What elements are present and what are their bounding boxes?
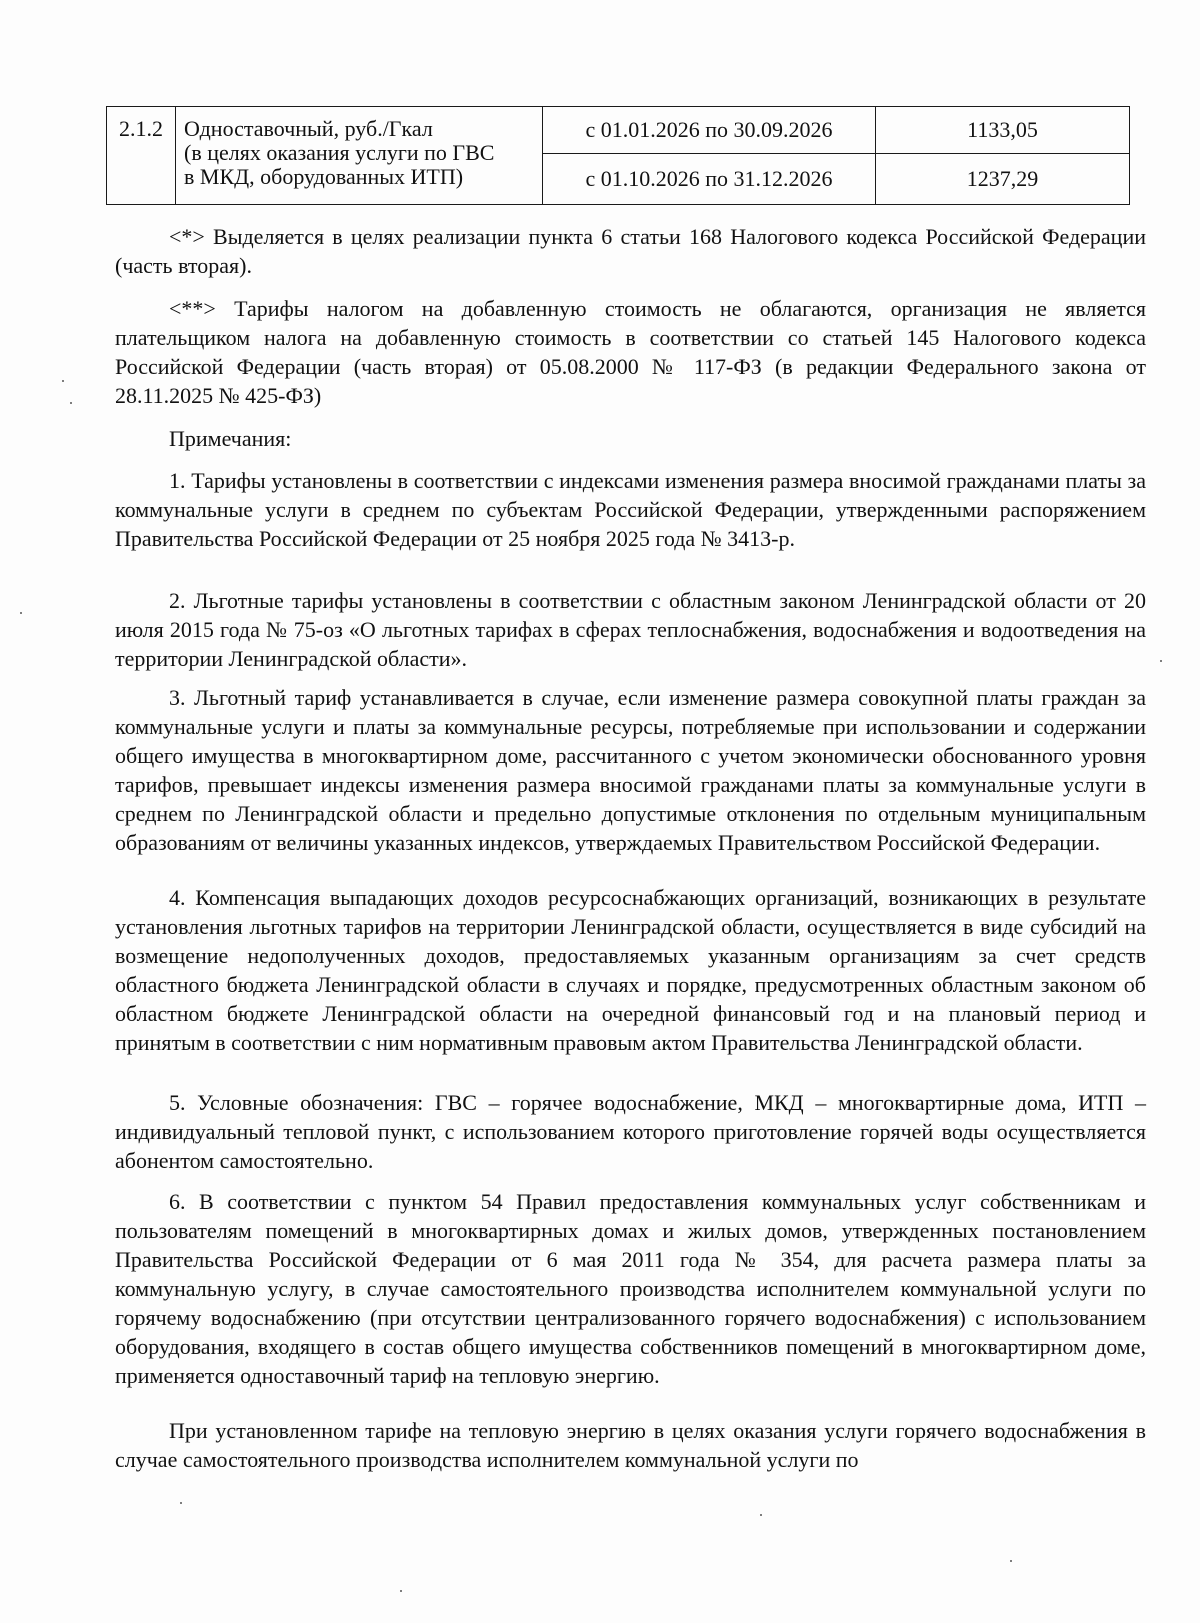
scan-speck [400,1590,402,1592]
note-text: 3. Льготный тариф устанавливается в случае, если изменение размера совокупной платы граждан за коммунальные услуги и платы за коммунальные ресурсы, потребляемые при использовании и содержании общего имущества в многоквартирном доме, рассчитанного с учетом экономически обоснованного уровня тарифов, превышает индексы изменения размера вносимой гражданами платы за коммунальные услуги в среднем по Ленинградской области и предельно допустимые отклонения по отдельным муниципальным образованиям от величины указанных индексов, утверждаемых Правительством Российской Федерации. [115,685,1146,855]
note-item [115,1187,1146,1390]
footnote-double-star [115,294,1146,410]
row-number: 2.1.2 [107,107,176,205]
notes-heading: Примечания: [169,426,292,451]
note-item [115,466,1146,553]
scan-speck [180,1502,182,1504]
note-text: 1. Тарифы установлены в соответствии с индексами изменения размера вносимой гражданами платы за коммунальные услуги в среднем по субъектам Российской Федерации, утвержденными распоряжением Правительства Российской Федерации от 25 ноября 2025 года № 3413-р. [115,468,1146,551]
tariff-name-line: (в целях оказания услуги по ГВС [184,140,495,165]
value-cell: 1237,29 [876,154,1130,205]
value-cell: 1133,05 [876,107,1130,154]
continuation-text: При установленном тарифе на тепловую энергию в целях оказания услуги горячего водоснабжения в случае самостоятельного производства исполнителем коммунальной услуги по [115,1418,1146,1472]
period-cell: с 01.10.2026 по 31.12.2026 [543,154,876,205]
scan-speck [20,612,22,614]
continuation-paragraph [115,1416,1146,1474]
note-item [115,1088,1146,1175]
tariff-table [106,106,1130,205]
tariff-name-line: в МКД, оборудованных ИТП) [184,164,464,189]
tariff-name-line: Одноставочный, руб./Гкал [184,116,433,141]
period-cell: с 01.01.2026 по 30.09.2026 [543,107,876,154]
note-item [115,586,1146,673]
note-text: 5. Условные обозначения: ГВС – горячее водоснабжение, МКД – многоквартирные дома, ИТП – индивидуальный тепловой пункт, с использованием которого приготовление горячей воды осуществляется абонентом самостоятельно. [115,1090,1146,1173]
scan-speck [1010,1560,1012,1562]
footnote-star [115,222,1146,280]
note-text: 6. В соответствии с пунктом 54 Правил предоставления коммунальных услуг собственникам и пользователям помещений в многоквартирных домах и жилых домов, утвержденных постановлением Правительства Российской Федерации от 6 мая 2011 года № 354, для расчета размера платы за коммунальную услугу, в случае самостоятельного производства исполнителем коммунальной услуги по горячему водоснабжению (при отсутствии централизованного горячего водоснабжения) с использованием оборудования, входящего в состав общего имущества собственников помещений в многоквартирном доме, применяется одноставочный тариф на тепловую энергию. [115,1189,1146,1388]
note-item [115,883,1146,1057]
scan-speck [760,1514,762,1516]
footnote-star-text: <*> Выделяется в целях реализации пункта 6 статьи 168 Налогового кодекса Российской Федерации (часть вторая). [115,224,1146,278]
scan-speck [1160,660,1162,662]
note-item [115,683,1146,857]
table-row [107,107,1130,154]
tariff-name-cell [176,107,543,205]
scan-speck [62,380,64,382]
note-text: 4. Компенсация выпадающих доходов ресурсоснабжающих организаций, возникающих в результате установления льготных тарифов на территории Ленинградской области, осуществляется в виде субсидий на возмещение недополученных доходов, предоставляемых указанным организациям за счет средств областного бюджета Ленинградской области в случаях и порядке, предусмотренных областным законом об областном бюджете Ленинградской области на очередной финансовый год и на плановый период и принятым в соответствии с ним нормативным правовым актом Правительства Ленинградской области. [115,885,1146,1055]
note-text: 2. Льготные тарифы установлены в соответствии с областным законом Ленинградской области от 20 июля 2015 года № 75-оз «О льготных тарифах в сферах теплоснабжения, водоснабжения и водоотведения на территории Ленинградской области». [115,588,1146,671]
footnote-double-star-text: <**> Тарифы налогом на добавленную стоимость не облагаются, организация не является плательщиком налога на добавленную стоимость в соответствии со статьей 145 Налогового кодекса Российской Федерации (часть вторая) от 05.08.2000 № 117-ФЗ (в редакции Федерального закона от 28.11.2025 № 425-ФЗ) [115,296,1146,408]
scan-speck [70,402,72,404]
